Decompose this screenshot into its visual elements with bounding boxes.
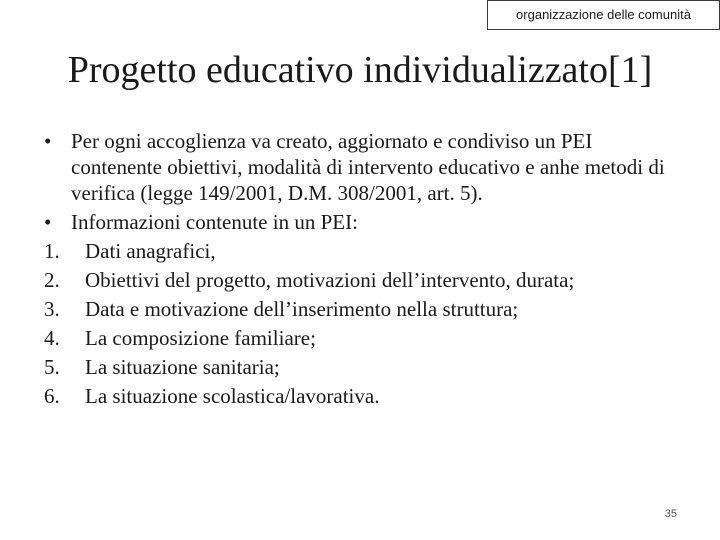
- number-marker: 6.: [44, 384, 60, 408]
- numbered-text: Dati anagrafici,: [85, 239, 216, 263]
- header-tag: organizzazione delle comunità: [487, 0, 720, 30]
- numbered-text: Obiettivi del progetto, motivazioni dell’intervento, durata;: [85, 268, 575, 292]
- numbered-item: [44, 238, 684, 264]
- numbered-item: [44, 325, 684, 351]
- numbered-text: Data e motivazione dell’inserimento nella struttura;: [85, 297, 519, 321]
- numbered-item: [44, 296, 684, 322]
- bullet-text: Informazioni contenute in un PEI:: [71, 210, 358, 234]
- bullet-marker: •: [44, 129, 52, 153]
- numbered-text: La composizione familiare;: [85, 326, 316, 350]
- page-number: 35: [664, 508, 677, 520]
- numbered-item: [44, 383, 684, 409]
- numbered-item: [44, 354, 684, 380]
- numbered-text: La situazione sanitaria;: [85, 355, 280, 379]
- bullet-text: Per ogni accoglienza va creato, aggiornato e condiviso un PEI contenente obiettivi, modalità di intervento educativo e anhe metodi di verifica (legge 149/2001, D.M. 308/2001, art. 5).: [71, 129, 665, 205]
- numbered-text: La situazione scolastica/lavorativa.: [85, 384, 380, 408]
- number-marker: 3.: [44, 297, 60, 321]
- slide-title: Progetto educativo individualizzato[1]: [67, 49, 653, 91]
- content-list: [44, 128, 684, 412]
- number-marker: 1.: [44, 239, 60, 263]
- number-marker: 5.: [44, 355, 60, 379]
- bullet-item: [44, 128, 684, 206]
- number-marker: 2.: [44, 268, 60, 292]
- bullet-item: [44, 209, 684, 235]
- numbered-item: [44, 267, 684, 293]
- number-marker: 4.: [44, 326, 60, 350]
- bullet-marker: •: [44, 210, 52, 234]
